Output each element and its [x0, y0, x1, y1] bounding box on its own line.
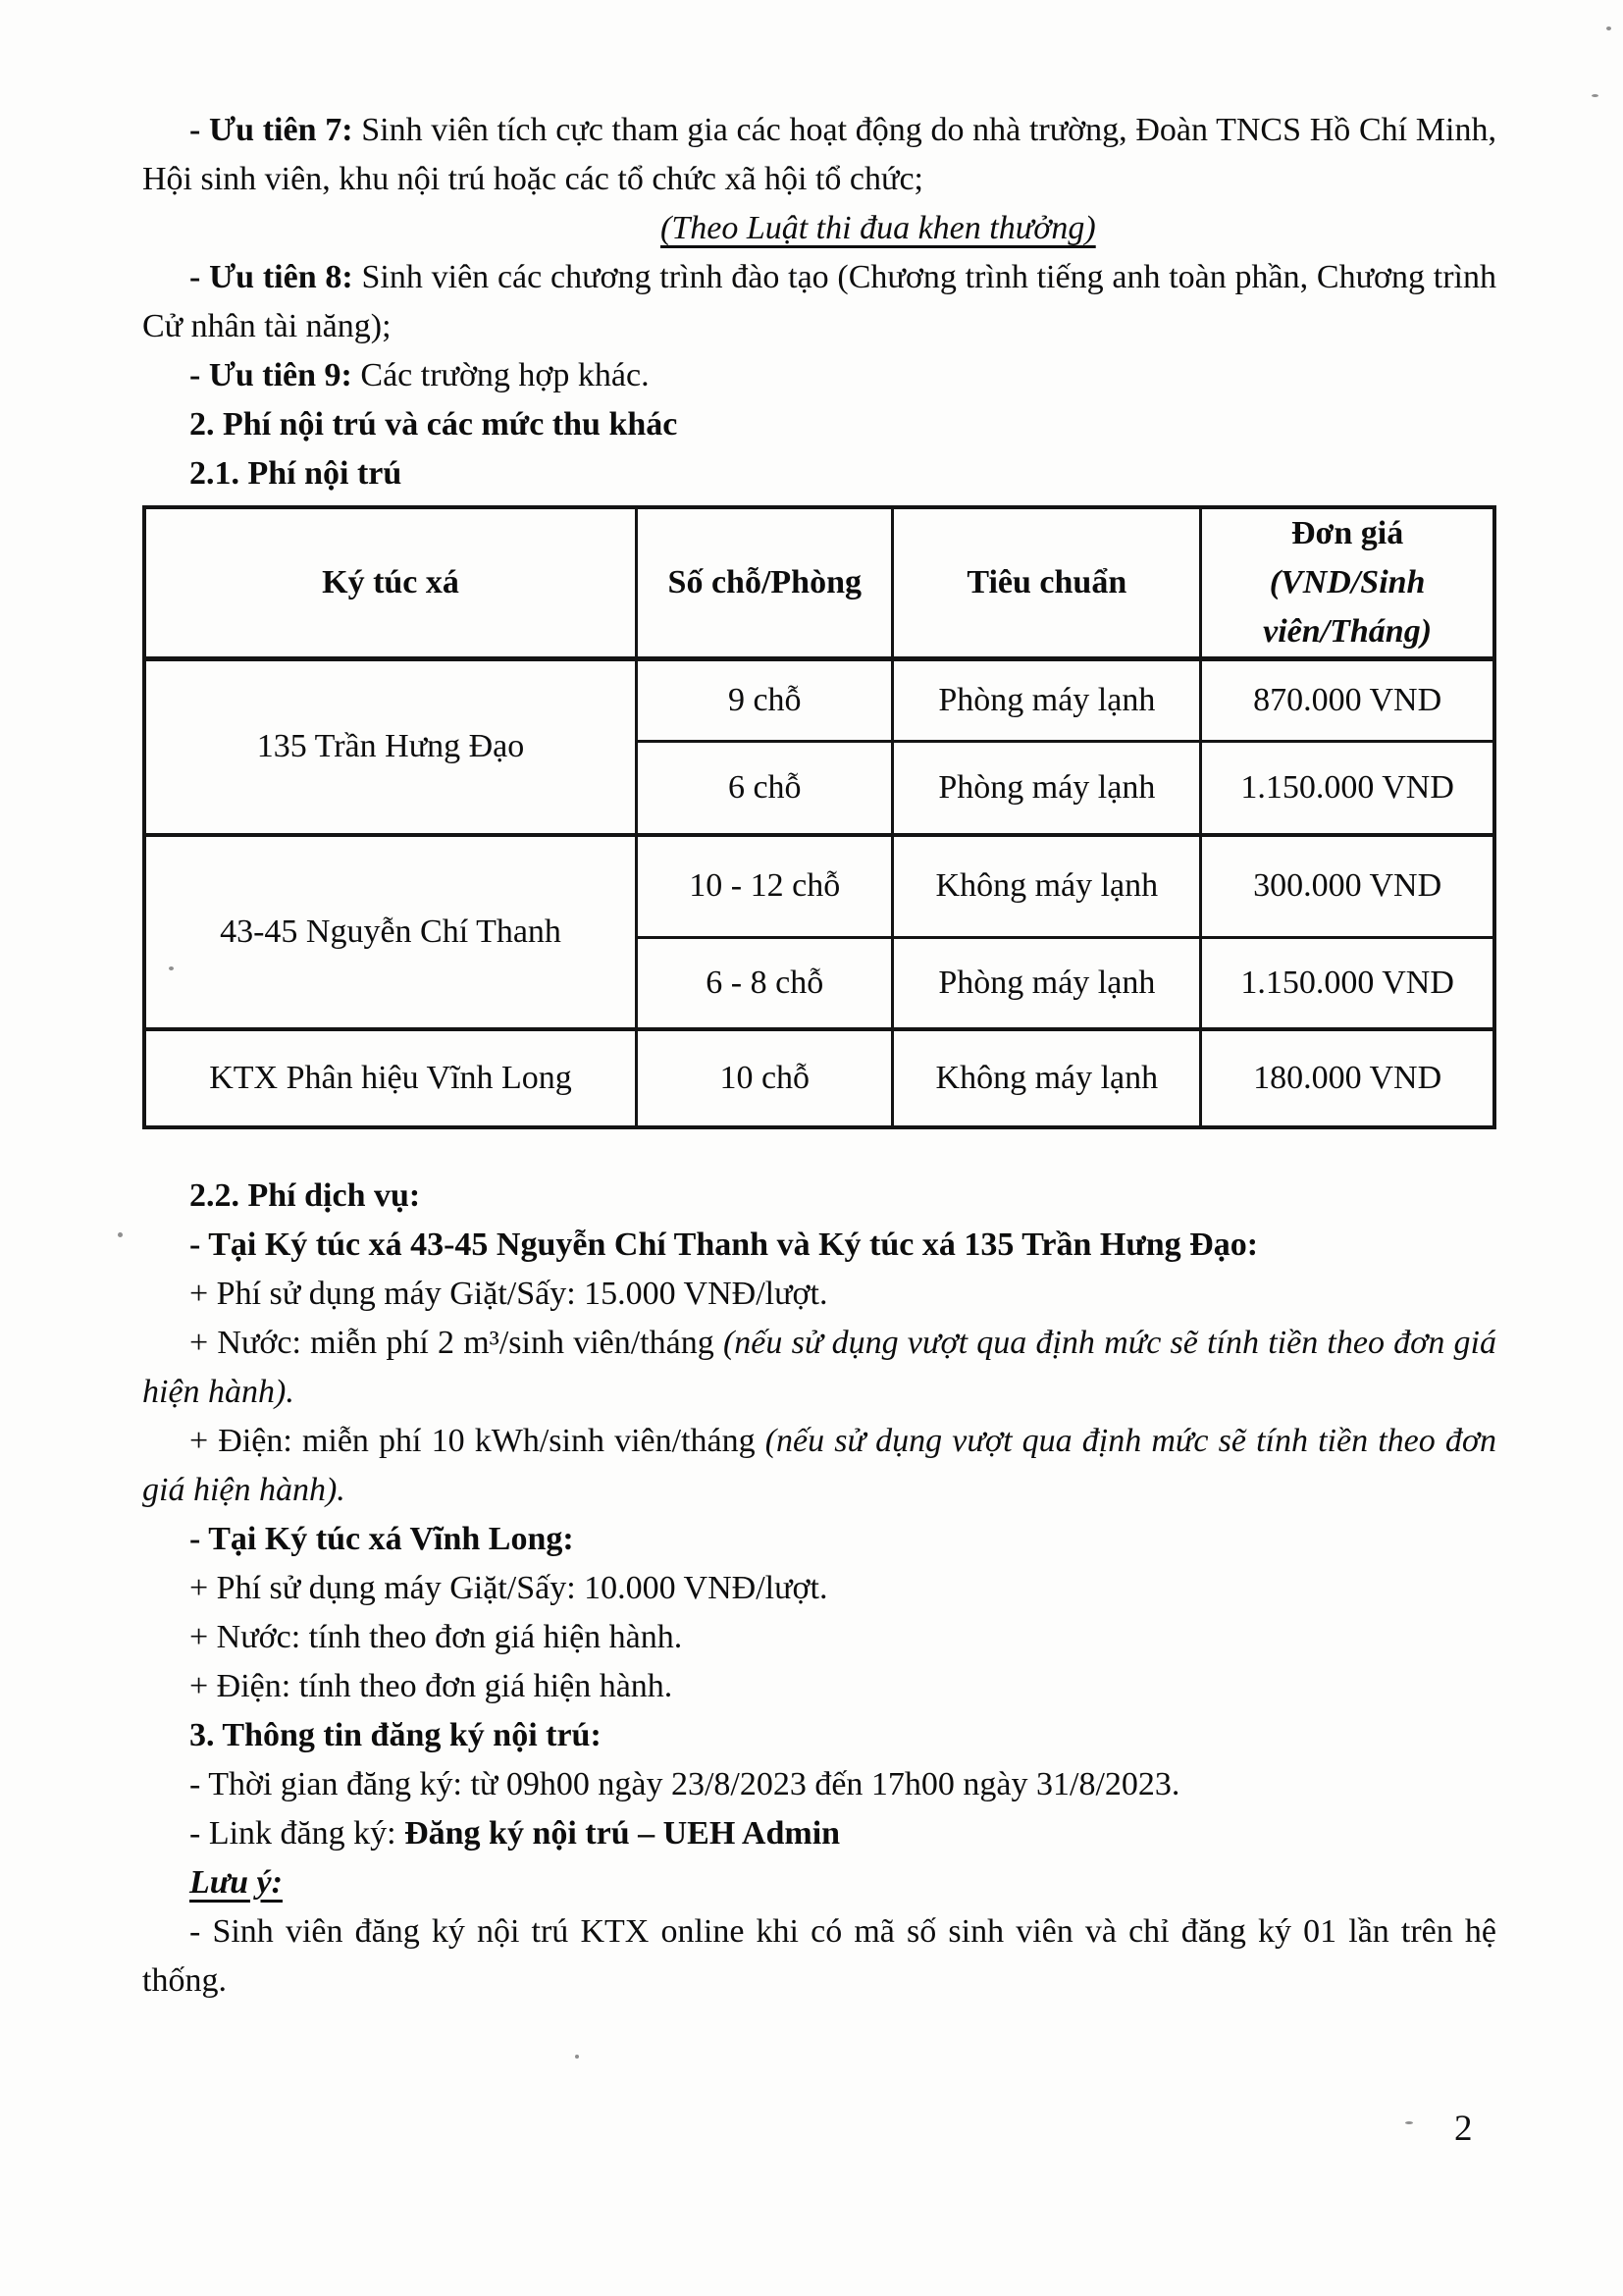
standard-cell: Phòng máy lạnh [893, 938, 1201, 1029]
registration-link-label: - Link đăng ký: [189, 1814, 405, 1852]
service-2-electric-fee: + Điện: tính theo đơn giá hiện hành. [189, 1667, 673, 1704]
dorm-name-cell: KTX Phân hiệu Vĩnh Long [144, 1029, 637, 1127]
section-2-2-heading: 2.2. Phí dịch vụ: [189, 1176, 421, 1214]
price-cell: 180.000 VND [1201, 1029, 1494, 1127]
seats-cell: 9 chỗ [637, 659, 893, 742]
table-row [144, 1029, 1494, 1127]
document-body [142, 106, 1496, 2006]
priority-9-label: - Ưu tiên 9: [189, 357, 352, 393]
price-cell: 870.000 VND [1201, 659, 1494, 742]
seats-cell: 10 - 12 chỗ [637, 835, 893, 938]
service-1-water-fee [142, 1319, 1496, 1417]
scan-speck [1592, 94, 1598, 97]
law-reference-text: (Theo Luật thi đua khen thưởng) [660, 210, 1096, 246]
header-seats: Số chỗ/Phòng [637, 507, 893, 659]
header-price [1201, 507, 1494, 659]
registration-link-line [142, 1809, 1496, 1858]
priority-7-label: - Ưu tiên 7: [189, 112, 353, 148]
registration-time: - Thời gian đăng ký: từ 09h00 ngày 23/8/2023 đến 17h00 ngày 31/8/2023. [189, 1765, 1180, 1802]
scan-speck [1405, 2121, 1413, 2124]
scan-speck [575, 2055, 579, 2059]
priority-9-paragraph [142, 351, 1496, 400]
priority-7-text: Sinh viên tích cực tham gia các hoạt động do nhà trường, Đoàn TNCS Hồ Chí Minh, Hội sinh viên, khu nội trú hoặc các tổ chức xã hội tổ chức; [142, 112, 1496, 197]
price-cell: 1.150.000 VND [1201, 742, 1494, 835]
note-text: - Sinh viên đăng ký nội trú KTX online khi có mã số sinh viên và chỉ đăng ký 01 lần trên hệ thống. [142, 1912, 1496, 1999]
priority-8-paragraph [142, 253, 1496, 351]
service-2-water-fee: + Nước: tính theo đơn giá hiện hành. [189, 1618, 683, 1655]
electric-fee-note: (nếu sử dụng vượt qua định mức sẽ tính tiền theo đơn giá hiện hành). [142, 1422, 1496, 1508]
service-1-electric-fee [142, 1417, 1496, 1515]
service-1-washer-fee: + Phí sử dụng máy Giặt/Sấy: 15.000 VNĐ/lượt. [189, 1275, 828, 1312]
priority-7-paragraph [142, 106, 1496, 204]
scan-speck [169, 966, 174, 970]
dorm-name-cell: 43-45 Nguyễn Chí Thanh [144, 835, 637, 1029]
price-cell: 1.150.000 VND [1201, 938, 1494, 1029]
table-header-row [144, 507, 1494, 659]
priority-9-text: Các trường hợp khác. [351, 357, 650, 393]
header-standard: Tiêu chuẩn [893, 507, 1201, 659]
header-price-unit: (VND/Sinh viên/Tháng) [1263, 564, 1433, 650]
scan-speck [1606, 26, 1611, 30]
seats-cell: 10 chỗ [637, 1029, 893, 1127]
note-heading-line [142, 1858, 1496, 1907]
dorm-fees-table [142, 505, 1496, 1129]
section-2-1-heading: 2.1. Phí nội trú [189, 455, 402, 492]
page-number: 2 [1454, 2109, 1473, 2149]
standard-cell: Không máy lạnh [893, 835, 1201, 938]
standard-cell: Không máy lạnh [893, 1029, 1201, 1127]
price-cell: 300.000 VND [1201, 835, 1494, 938]
standard-cell: Phòng máy lạnh [893, 742, 1201, 835]
seats-cell: 6 chỗ [637, 742, 893, 835]
seats-cell: 6 - 8 chỗ [637, 938, 893, 1029]
note-heading: Lưu ý: [189, 1863, 283, 1901]
scan-speck [118, 1232, 123, 1237]
table-row [144, 835, 1494, 938]
dorm-name-cell: 135 Trần Hưng Đạo [144, 659, 637, 835]
water-fee-text: + Nước: miễn phí 2 m³/sinh viên/tháng [189, 1324, 723, 1361]
priority-8-label: - Ưu tiên 8: [189, 259, 353, 295]
table-row [144, 659, 1494, 742]
section-3-heading: 3. Thông tin đăng ký nội trú: [189, 1716, 602, 1753]
header-dorm: Ký túc xá [144, 507, 637, 659]
header-price-title: Đơn giá [1290, 515, 1404, 551]
electric-fee-text: + Điện: miễn phí 10 kWh/sinh viên/tháng [189, 1422, 765, 1459]
water-fee-note: (nếu sử dụng vượt qua định mức sẽ tính tiền theo đơn giá hiện hành). [142, 1324, 1496, 1410]
service-group-1-heading: - Tại Ký túc xá 43-45 Nguyễn Chí Thanh và Ký túc xá 135 Trần Hưng Đạo: [189, 1226, 1259, 1263]
service-2-washer-fee: + Phí sử dụng máy Giặt/Sấy: 10.000 VNĐ/lượt. [189, 1569, 828, 1606]
priority-8-text: Sinh viên các chương trình đào tạo (Chương trình tiếng anh toàn phần, Chương trình Cử nhân tài năng); [142, 259, 1496, 344]
section-2-heading: 2. Phí nội trú và các mức thu khác [189, 406, 678, 443]
law-reference-line [142, 204, 1496, 253]
standard-cell: Phòng máy lạnh [893, 659, 1201, 742]
registration-link-value: Đăng ký nội trú – UEH Admin [404, 1814, 841, 1852]
service-group-2-heading: - Tại Ký túc xá Vĩnh Long: [189, 1520, 574, 1557]
